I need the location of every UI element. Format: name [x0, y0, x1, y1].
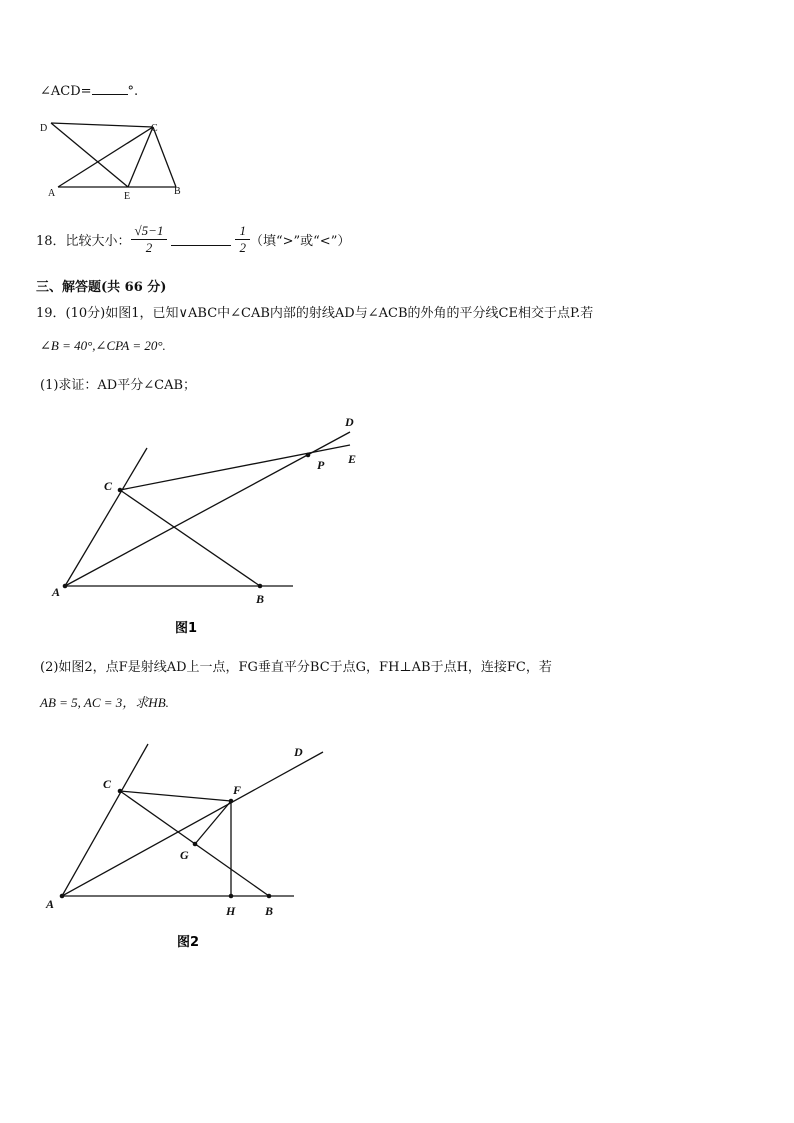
- label-e: E: [124, 191, 131, 202]
- fig1-ray-ce: [120, 445, 350, 490]
- q18-frac2-numerator: 1: [235, 223, 250, 240]
- label-d: D: [40, 123, 48, 134]
- q17-prefix: ∠ACD=: [40, 84, 92, 99]
- fig2-point-g: [193, 842, 198, 847]
- q17-answer-line: [40, 84, 138, 99]
- q19-part1: (1)求证：AD平分∠CAB；: [40, 378, 197, 393]
- fig1-point-a: [63, 584, 68, 589]
- q18-fraction-left: [131, 223, 168, 256]
- segment-de: [51, 123, 128, 187]
- figure-1: [40, 410, 380, 640]
- figure-2: [40, 738, 340, 953]
- label-c: C: [151, 123, 158, 134]
- q18-answer-blank[interactable]: [171, 245, 231, 246]
- fig2-label-f: F: [233, 783, 242, 797]
- fig1-label-d: D: [345, 415, 354, 429]
- q17-suffix: °.: [127, 84, 139, 99]
- fig1-point-p: [306, 453, 311, 458]
- q18-frac1-numerator: √5−1: [131, 223, 168, 240]
- fig2-point-b: [267, 894, 272, 899]
- q19-part2-line2: AB = 5, AC = 3，求HB.: [40, 695, 169, 710]
- fig2-segment-cf: [120, 791, 231, 801]
- q19-part2-line1: (2)如图2，点F是射线AD上一点，FG垂直平分BC于点G，FH⊥AB于点H，连接FC，若: [40, 660, 552, 675]
- fig2-label-b: B: [265, 904, 274, 918]
- fig2-label-c: C: [103, 777, 112, 791]
- q18-frac1-denominator: 2: [145, 240, 153, 255]
- q18-fraction-right: [235, 223, 250, 256]
- q19-given: ∠B = 40°,∠CPA = 20°.: [40, 338, 166, 353]
- fig2-point-h: [229, 894, 234, 899]
- fig1-label-c: C: [104, 479, 113, 493]
- label-a: A: [48, 188, 56, 199]
- segment-cb: [153, 127, 176, 187]
- fig1-label-b: B: [256, 592, 265, 606]
- fig2-point-a: [60, 894, 65, 899]
- fig2-segment-fg: [195, 801, 231, 844]
- q17-answer-blank[interactable]: [92, 94, 128, 95]
- fig2-ray-ad: [62, 752, 323, 896]
- fig1-point-b: [258, 584, 263, 589]
- fig1-label-a: A: [52, 585, 61, 599]
- label-b: B: [174, 186, 181, 197]
- fig2-label-d: D: [294, 745, 303, 759]
- q18-frac2-denominator: 2: [239, 240, 246, 255]
- q17-figure: [36, 118, 196, 203]
- q18-number: 18．比较大小：: [36, 234, 131, 249]
- q18-note: （填“>”或“<”）: [249, 234, 351, 249]
- fig2-ray-ac-extended: [62, 744, 148, 896]
- segment-dc: [51, 123, 153, 127]
- q19-intro: 19．(10分)如图1，已知∨ABC中∠CAB内部的射线AD与∠ACB的外角的平分线CE相交于点P.若: [36, 306, 594, 321]
- segment-ec: [128, 127, 153, 187]
- fig2-label-a: A: [46, 897, 55, 911]
- fig2-label-g: G: [180, 848, 189, 862]
- fig2-label-h: H: [226, 904, 236, 918]
- fig1-caption: 图1: [175, 621, 198, 636]
- q18-line: [36, 223, 350, 256]
- fig2-caption: 图2: [177, 935, 200, 950]
- section-3-heading: 三、解答题(共 66 分): [36, 280, 167, 295]
- fig1-point-c: [118, 488, 123, 493]
- fig1-label-p: P: [317, 458, 325, 472]
- segment-ac: [58, 127, 153, 187]
- fig1-label-e: E: [348, 452, 357, 466]
- fig2-point-f: [229, 799, 234, 804]
- fig2-point-c: [118, 789, 123, 794]
- fig1-segment-cb: [120, 490, 260, 586]
- fig1-ray-ac-extended: [65, 448, 147, 586]
